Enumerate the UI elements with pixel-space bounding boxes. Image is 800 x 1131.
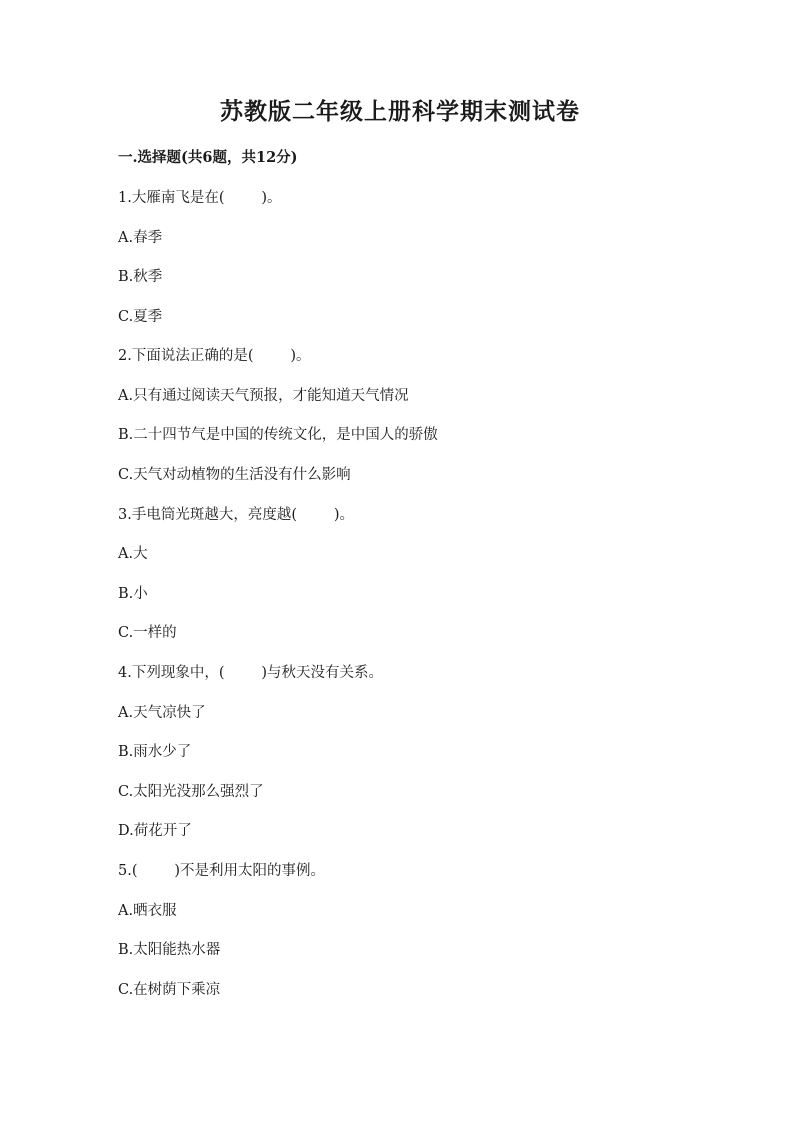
question-5-stem: 5.( )不是利用太阳的事例。 [118,863,326,879]
question-3-option-c: C.一样的 [118,625,177,641]
question-5-option-b: B.太阳能热水器 [118,942,221,958]
question-3-option-a: A.大 [118,546,148,562]
question-5-option-a: A.晒衣服 [118,903,177,919]
question-1-stem: 1.大雁南飞是在( )。 [118,190,282,206]
question-2-option-a: A.只有通过阅读天气预报，才能知道天气情况 [118,388,409,404]
page-title: 苏教版二年级上册科学期末测试卷 [220,98,580,125]
question-2-stem: 2.下面说法正确的是( )。 [118,348,311,364]
question-3-option-b: B.小 [118,586,148,602]
question-2-option-c: C.天气对动植物的生活没有什么影响 [118,467,351,483]
question-2-option-b: B.二十四节气是中国的传统文化，是中国人的骄傲 [118,427,438,443]
question-4-option-d: D.荷花开了 [118,823,192,839]
question-1-option-b: B.秋季 [118,269,163,285]
question-1-option-c: C.夏季 [118,309,163,325]
question-3-stem: 3.手电筒光斑越大，亮度越( )。 [118,507,355,523]
question-5-option-c: C.在树荫下乘凉 [118,982,221,998]
question-4-option-c: C.太阳光没那么强烈了 [118,784,264,800]
section-heading: 一.选择题(共6题，共12分) [118,149,298,166]
question-4-option-b: B.雨水少了 [118,744,192,760]
question-1-option-a: A.春季 [118,230,163,246]
question-4-option-a: A.天气凉快了 [118,705,206,721]
question-4-stem: 4.下列现象中，( )与秋天没有关系。 [118,665,384,681]
